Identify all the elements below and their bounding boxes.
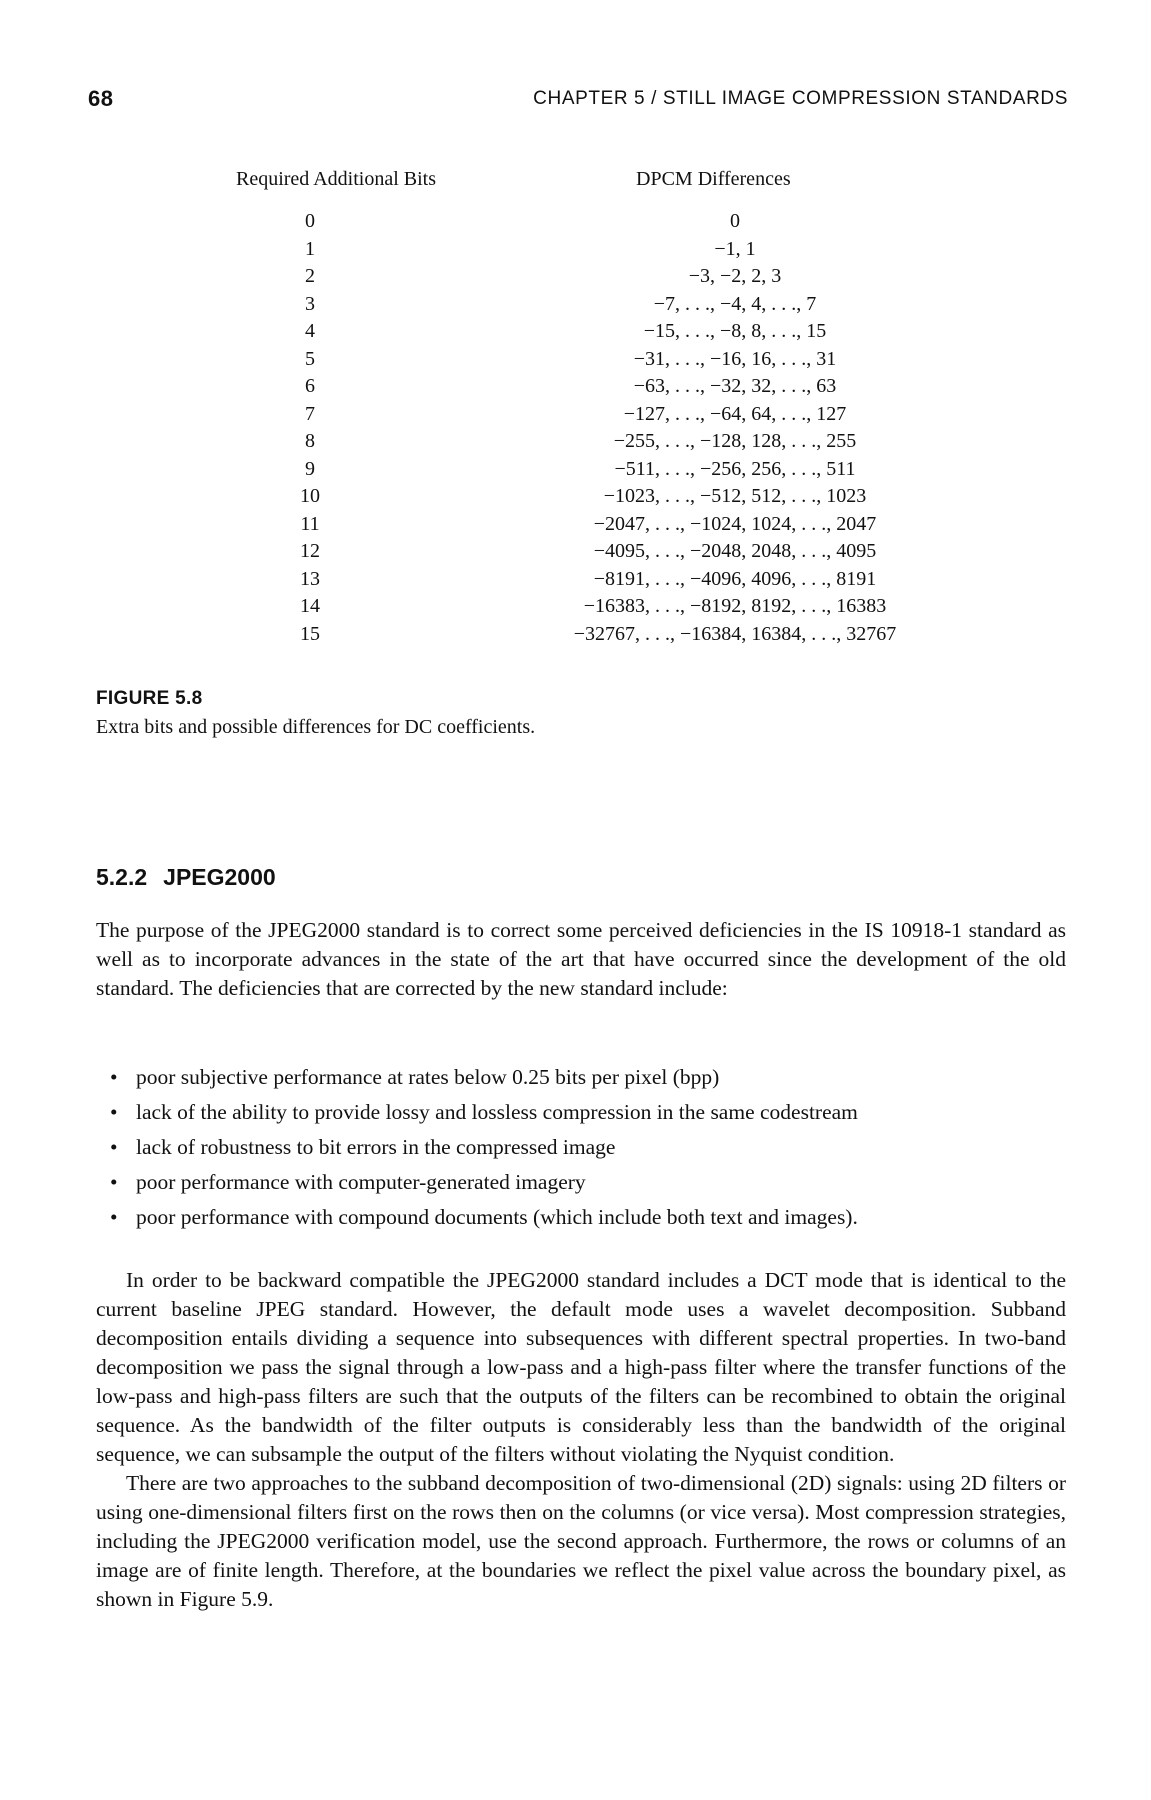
differences-cell: −127, . . ., −64, 64, . . ., 127 — [623, 402, 847, 425]
differences-cell: −4095, . . ., −2048, 2048, . . ., 4095 — [593, 540, 877, 562]
differences-cell: −8191, . . ., −4096, 4096, . . ., 8191 — [593, 567, 877, 590]
table-row — [0, 238, 1151, 266]
running-head — [88, 86, 1068, 116]
table-row — [0, 430, 1151, 458]
section-title: JPEG2000 — [163, 864, 276, 890]
section-heading — [96, 864, 276, 891]
bits-cell: 14 — [300, 595, 320, 617]
differences-cell: 0 — [730, 210, 740, 232]
table-row — [0, 375, 1151, 403]
body-paragraphs — [96, 1266, 1066, 1614]
list-item: • poor performance with compound documents (which include both text and images). — [96, 1200, 1066, 1235]
chapter-title: CHAPTER 5 / STILL IMAGE COMPRESSION STANDARDS — [533, 88, 1068, 109]
table-row — [0, 568, 1151, 596]
bits-cell: 11 — [300, 512, 320, 535]
table-row — [0, 320, 1151, 348]
table-row — [0, 403, 1151, 431]
bits-cell: 4 — [305, 320, 315, 342]
differences-cell: −63, . . ., −32, 32, . . ., 63 — [633, 375, 837, 397]
differences-cell: −1, 1 — [714, 237, 756, 260]
list-item: • poor performance with computer-generated imagery — [96, 1165, 1066, 1200]
figure-caption — [96, 688, 535, 739]
bits-cell: 12 — [300, 540, 320, 562]
differences-cell: −16383, . . ., −8192, 8192, . . ., 16383 — [583, 595, 887, 617]
figure-caption-text: Extra bits and possible differences for DC coefficients. — [96, 716, 536, 738]
bits-cell: 6 — [305, 375, 315, 397]
table-row — [0, 623, 1151, 651]
bits-cell: 10 — [300, 485, 320, 507]
bits-cell: 3 — [305, 292, 315, 315]
table-body — [0, 210, 1151, 650]
table-row — [0, 485, 1151, 513]
table-row — [0, 265, 1151, 293]
bits-cell: 8 — [305, 430, 315, 452]
differences-cell: −1023, . . ., −512, 512, . . ., 1023 — [603, 485, 867, 507]
differences-cell: −31, . . ., −16, 16, . . ., 31 — [633, 347, 837, 370]
differences-cell: −32767, . . ., −16384, 16384, . . ., 32767 — [573, 622, 897, 645]
bits-cell: 1 — [305, 237, 315, 260]
list-item: • lack of the ability to provide lossy and lossless compression in the same codestream — [96, 1095, 1066, 1130]
page-number: 68 — [88, 86, 114, 111]
table-row — [0, 540, 1151, 568]
paragraph-2d-decomposition: There are two approaches to the subband decomposition of two-dimensional (2D) signals: using 2D filters or using one-dimensional filters first on the rows then on the columns (or vice versa). Most compression strategies, including the JPEG2000 verification model, use the second approach. Furthermore, the rows or columns of an image are of finite length. Therefore, at the boundaries we reflect the pixel value across the boundary pixel, as shown in Figure 5.9. — [96, 1471, 1066, 1611]
differences-cell: −511, . . ., −256, 256, . . ., 511 — [614, 457, 856, 480]
column-header-differences: DPCM Differences — [636, 168, 791, 190]
bits-cell: 13 — [300, 567, 320, 590]
bits-cell: 9 — [305, 457, 315, 480]
deficiency-list — [96, 1060, 1066, 1235]
table-row — [0, 513, 1151, 541]
differences-cell: −255, . . ., −128, 128, . . ., 255 — [613, 430, 857, 452]
table-row — [0, 210, 1151, 238]
table-row — [0, 458, 1151, 486]
figure-label: FIGURE 5.8 — [96, 688, 203, 709]
section-number: 5.2.2 — [96, 864, 148, 890]
table-row — [0, 348, 1151, 376]
column-header-bits: Required Additional Bits — [236, 168, 436, 190]
bits-cell: 7 — [305, 402, 315, 425]
bits-cell: 15 — [300, 622, 320, 645]
differences-cell: −2047, . . ., −1024, 1024, . . ., 2047 — [593, 512, 877, 535]
bits-cell: 0 — [305, 210, 315, 232]
differences-cell: −3, −2, 2, 3 — [688, 265, 782, 287]
paragraph-dct-mode: In order to be backward compatible the JPEG2000 standard includes a DCT mode that is identical to the current baseline JPEG standard. However, the default mode uses a wavelet decomposition. Subband decomposition entails dividing a sequence into subsequences with different spectral properties. In two-band decomposition we pass the signal through a low-pass and a high-pass filter where the transfer functions of the low-pass and high-pass filters are such that the outputs of the filters can be recombined to obtain the original sequence. As the bandwidth of the filter outputs is considerably less than the bandwidth of the original sequence, we can subsample the output of the filters without violating the Nyquist condition. — [96, 1268, 1066, 1466]
differences-cell: −7, . . ., −4, 4, . . ., 7 — [653, 292, 817, 315]
table-row — [0, 595, 1151, 623]
bits-cell: 2 — [305, 265, 315, 287]
differences-cell: −15, . . ., −8, 8, . . ., 15 — [643, 320, 827, 342]
table-row — [0, 293, 1151, 321]
list-item: • lack of robustness to bit errors in the compressed image — [96, 1130, 1066, 1165]
paragraph-intro: The purpose of the JPEG2000 standard is to correct some perceived deficiencies in the IS 10918-1 standard as well as to incorporate advances in the state of the art that have occurred since the development of the old standard. The deficiencies that are corrected by the new standard include: — [96, 918, 1066, 1000]
bits-cell: 5 — [305, 347, 315, 370]
list-item: • poor subjective performance at rates below 0.25 bits per pixel (bpp) — [96, 1060, 1066, 1095]
